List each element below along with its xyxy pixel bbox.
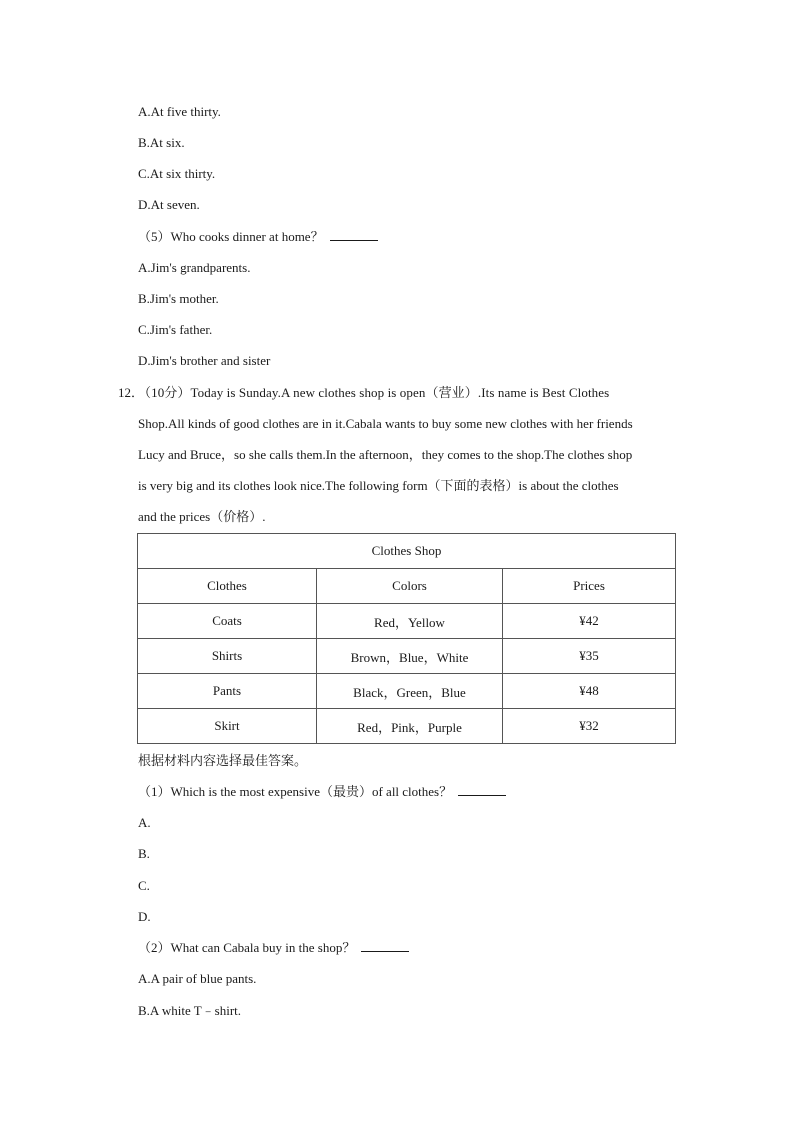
q5-answer-blank[interactable]: [330, 228, 378, 241]
clothes-price-table: [137, 533, 676, 744]
cell-colors: Red，Pink，Purple: [317, 709, 503, 744]
q5-option-d: D.Jim's brother and sister: [138, 353, 271, 368]
q12-number: 12．: [118, 385, 145, 400]
table-row: [138, 604, 676, 639]
q5-stem: （5）Who cooks dinner at home？: [138, 229, 324, 244]
q12-sub2-stem: （2）What can Cabala buy in the shop？: [138, 940, 356, 955]
table-row: [138, 674, 676, 709]
cell-price: ¥35: [503, 639, 676, 674]
q12-sub1-option-b: B.: [138, 846, 150, 861]
q12-line-3: Lucy and Bruce，so she calls them.In the afternoon，they comes to the shop.The clothes shop: [138, 447, 633, 462]
q12-line-2: Shop.All kinds of good clothes are in it.Cabala wants to buy some new clothes with her friends: [138, 416, 633, 431]
cell-clothes: Coats: [138, 604, 317, 639]
table-header-row: [138, 569, 676, 604]
q12-sub1-stem-line: [138, 783, 506, 801]
q12-line-1: [138, 384, 674, 402]
q12-sub2-answer-blank[interactable]: [361, 939, 409, 952]
q4-option-c: C.At six thirty.: [138, 166, 216, 181]
table-row: [138, 709, 676, 744]
table-row: [138, 639, 676, 674]
q4-option-d: D.At seven.: [138, 197, 200, 212]
header-clothes: Clothes: [138, 569, 317, 604]
q12-line-5: and the prices（价格）.: [138, 509, 266, 524]
q12-sub1-stem: （1）Which is the most expensive（最贵）of all clothes？: [138, 784, 453, 799]
q5-option-c: C.Jim's father.: [138, 322, 213, 337]
cell-colors: Red，Yellow: [317, 604, 503, 639]
q5-option-b: B.Jim's mother.: [138, 291, 219, 306]
q5-stem-line: [138, 228, 378, 246]
q12-sub2-option-b: B.A white T﹣shirt.: [138, 1003, 242, 1018]
header-prices: Prices: [503, 569, 676, 604]
cell-colors: Brown，Blue，White: [317, 639, 503, 674]
cell-price: ¥48: [503, 674, 676, 709]
cell-colors: Black，Green，Blue: [317, 674, 503, 709]
cell-price: ¥42: [503, 604, 676, 639]
header-colors: Colors: [317, 569, 503, 604]
cell-clothes: Skirt: [138, 709, 317, 744]
q12-sub1-option-a: A.: [138, 815, 151, 830]
q12-sub1-option-c: C.: [138, 878, 150, 893]
cell-price: ¥32: [503, 709, 676, 744]
q12-line-4: is very big and its clothes look nice.The following form（下面的表格）is about the clothes: [138, 478, 619, 493]
q12-sub2-stem-line: [138, 939, 409, 957]
q12-instruction: 根据材料内容选择最佳答案。: [138, 753, 308, 768]
table-title: Clothes Shop: [138, 534, 676, 569]
q12-sub1-answer-blank[interactable]: [458, 783, 506, 796]
cell-clothes: Shirts: [138, 639, 317, 674]
q12-sub2-option-a: A.A pair of blue pants.: [138, 971, 257, 986]
table-title-row: [138, 534, 676, 569]
q12-sub1-option-d: D.: [138, 909, 151, 924]
q4-option-b: B.At six.: [138, 135, 185, 150]
cell-clothes: Pants: [138, 674, 317, 709]
q5-option-a: A.Jim's grandparents.: [138, 260, 251, 275]
q12-line-1-text: （10分）Today is Sunday.A new clothes shop is open（营业）.Its name is Best Clothes: [138, 385, 610, 400]
q4-option-a: A.At five thirty.: [138, 104, 221, 119]
